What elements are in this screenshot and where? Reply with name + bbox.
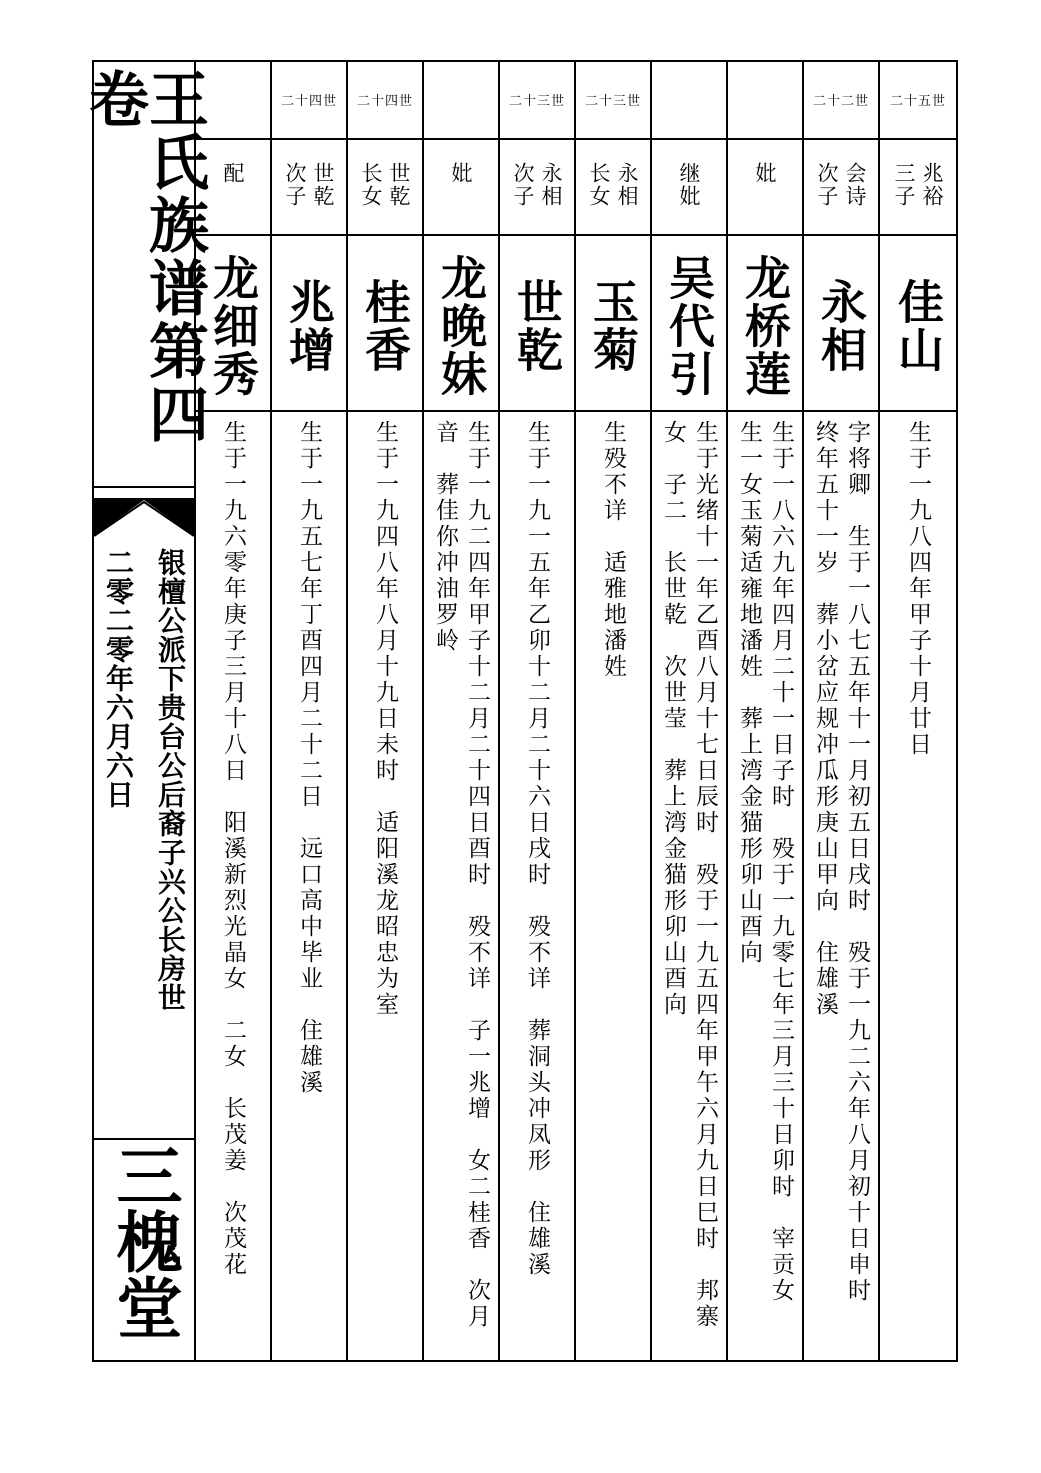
entry-relation xyxy=(804,162,878,242)
entry-biography xyxy=(500,420,574,1350)
entry-relation xyxy=(272,162,346,242)
entry-column xyxy=(728,62,804,1360)
entry-biography-text: 生于一九二四年甲子十二月二十四日酉时 殁不详 子一兆增 女二桂香 次月音 葬佳你冲油罗岭 xyxy=(432,420,490,1330)
hall-name xyxy=(94,1142,194,1360)
entry-biography xyxy=(348,420,422,1350)
fishtail-ornament xyxy=(94,500,194,548)
entry-relation xyxy=(652,162,726,242)
entry-name-text: 兆增 xyxy=(282,278,336,374)
entry-relation-text: 世乾长女 xyxy=(359,162,411,208)
entry-column xyxy=(196,62,272,1360)
entry-biography-text: 字将卿 生于一八七五年十一月初五日戌时 殁于一九二六年八月初十日申时 终年五十一岁 葬小岔应规冲瓜形庚山甲向 住雄溪 xyxy=(812,420,870,1330)
entry-biography xyxy=(728,420,802,1350)
entry-column xyxy=(804,62,880,1360)
entry-relation xyxy=(348,162,422,242)
entry-biography xyxy=(196,420,270,1350)
entry-name-text: 玉菊 xyxy=(586,278,640,374)
entry-relation-text: 会诗次子 xyxy=(815,162,867,208)
entry-relation-text: 配 xyxy=(221,162,245,185)
lineage-text: 银檀公派下贵台公后裔子兴公长房世 xyxy=(154,548,187,1012)
entry-name-text: 桂香 xyxy=(358,278,412,374)
entry-name xyxy=(728,244,802,408)
entry-biography-text: 生于光绪十一年乙酉八月十七日辰时 殁于一九五四年甲午六月九日巳时 邦寨女 子二 长世乾 次世莹 葬上湾金猫形卯山酉向 xyxy=(660,420,718,1330)
entry-name xyxy=(576,244,650,408)
title-sidebar xyxy=(79,62,209,1360)
entry-biography-text: 生殁不详 适雅地潘姓 xyxy=(600,420,626,680)
entry-name xyxy=(500,244,574,408)
entry-relation xyxy=(500,162,574,242)
entry-relation-text: 永相长女 xyxy=(587,162,639,208)
entry-name-text: 龙晚妹 xyxy=(434,254,488,398)
entry-name xyxy=(272,244,346,408)
entry-name xyxy=(196,244,270,408)
entry-biography xyxy=(424,420,498,1350)
entry-biography-text: 生于一九八四年甲子十月廿日 xyxy=(905,420,931,758)
entry-generation: 二十四世 xyxy=(280,94,337,109)
entry-column xyxy=(652,62,728,1360)
entry-name xyxy=(880,244,956,408)
entry-column xyxy=(880,62,956,1360)
entry-relation xyxy=(196,162,270,242)
entry-name xyxy=(348,244,422,408)
entry-name-text: 龙细秀 xyxy=(206,254,260,398)
entry-relation-text: 世乾次子 xyxy=(283,162,335,208)
entry-name-text: 世乾 xyxy=(510,278,564,374)
entry-biography-text: 生于一九六零年庚子三月十八日 阳溪新烈光晶女 二女 长茂姜 次茂花 xyxy=(220,420,246,1278)
entry-biography xyxy=(272,420,346,1350)
entry-relation xyxy=(576,162,650,242)
hall-name-text: 三槐堂 xyxy=(105,1142,183,1340)
entry-relation-text: 继妣 xyxy=(677,162,701,208)
entry-biography-text: 生于一九一五年乙卯十二月二十六日戌时 殁不详 葬洞头冲凤形 住雄溪 xyxy=(524,420,550,1278)
entry-column xyxy=(348,62,424,1360)
entry-relation-text: 兆裕三子 xyxy=(892,162,944,208)
entry-biography xyxy=(576,420,650,1350)
entry-name-text: 永相 xyxy=(814,278,868,374)
book-title-text: 王氏族谱第四卷 xyxy=(79,68,209,446)
entry-generation: 二十三世 xyxy=(508,94,565,109)
entry-biography-text: 生于一九四八年八月十九日未时 适阳溪龙昭忠为室 xyxy=(372,420,398,1018)
entry-generation: 二十四世 xyxy=(356,94,413,109)
entry-column xyxy=(576,62,652,1360)
entry-relation xyxy=(728,162,802,242)
entry-generation: 二十三世 xyxy=(584,94,641,109)
entry-relation-text: 妣 xyxy=(753,162,777,185)
compile-date: 二零二零年六月六日 xyxy=(102,548,135,809)
hall-divider xyxy=(94,1138,194,1140)
entry-column xyxy=(272,62,348,1360)
entry-biography xyxy=(880,420,956,1350)
entry-relation-text: 永相次子 xyxy=(511,162,563,208)
entry-column xyxy=(500,62,576,1360)
book-title xyxy=(79,62,209,486)
genealogy-page-frame xyxy=(79,60,958,1362)
entry-name-text: 佳山 xyxy=(891,278,945,374)
entry-generation: 二十五世 xyxy=(889,94,946,109)
entry-name xyxy=(804,244,878,408)
entry-relation xyxy=(880,162,956,242)
genealogy-grid xyxy=(196,62,956,1360)
entry-biography xyxy=(652,420,726,1350)
entry-relation-text: 妣 xyxy=(449,162,473,185)
entry-biography-text: 生于一九五七年丁酉四月二十二日 远口高中毕业 住雄溪 xyxy=(296,420,322,1096)
entry-name-text: 吴代引 xyxy=(662,254,716,398)
entry-name xyxy=(652,244,726,408)
entry-biography-text: 生于一八六九年四月二十一日子时 殁于一九零七年三月三十日卯时 宰贡女 生一女玉菊适雍地潘姓 葬上湾金猫形卯山酉向 xyxy=(736,420,794,1330)
entry-generation: 二十二世 xyxy=(812,94,869,109)
title-separator-band xyxy=(94,486,194,500)
entry-relation xyxy=(424,162,498,242)
entry-name xyxy=(424,244,498,408)
entry-name-text: 龙桥莲 xyxy=(738,254,792,398)
lineage-and-date xyxy=(94,548,194,1138)
entry-biography xyxy=(804,420,878,1350)
entry-column xyxy=(424,62,500,1360)
